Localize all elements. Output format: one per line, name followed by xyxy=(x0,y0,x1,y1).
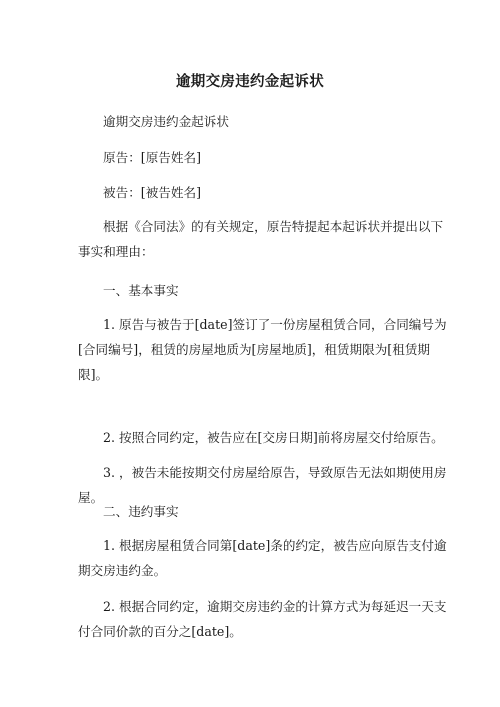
breach-1-paragraph xyxy=(78,533,447,583)
fact-1-line-1: 1. 原告与被告于[date]签订了一份房屋租赁合同，合同编号为 xyxy=(103,317,447,332)
section-1-heading: 一、基本事实 xyxy=(103,283,179,298)
fact-2-paragraph xyxy=(78,425,444,450)
intro-paragraph xyxy=(78,214,444,264)
breach-1-line-1: 1. 根据房屋租赁合同第[date]条的约定，被告应向原告支付逾 xyxy=(103,538,447,553)
breach-2-paragraph xyxy=(78,594,447,644)
intro-line-2: 事实和理由： xyxy=(78,244,154,259)
fact-1-paragraph xyxy=(78,312,447,387)
intro-line-1: 根据《合同法》的有关规定，原告特提起本起诉状并提出以下 xyxy=(103,219,444,234)
breach-1-line-2: 期交房违约金。 xyxy=(78,563,167,578)
breach-2-line-2: 付合同价款的百分之[date]。 xyxy=(78,624,242,639)
fact-3-line-1: 3. ，被告未能按期交付房屋给原告，导致原告无法如期使用房 xyxy=(103,465,447,480)
document-heading-line: 逾期交房违约金起诉状 xyxy=(103,114,229,129)
fact-2-line-1: 2. 按照合同约定，被告应在[交房日期]前将房屋交付给原告。 xyxy=(103,430,444,445)
fact-1-line-3: 限]。 xyxy=(78,367,109,382)
fact-3-line-2: 屋。 xyxy=(78,490,104,505)
section-2-heading: 二、违约事实 xyxy=(103,504,179,519)
plaintiff-line: 原告：[原告姓名] xyxy=(103,150,201,165)
fact-1-line-2: [合同编号]，租赁的房屋地质为[房屋地质]，租赁期限为[租赁期 xyxy=(78,342,431,357)
fact-3-paragraph xyxy=(78,460,447,510)
defendant-line: 被告：[被告姓名] xyxy=(103,185,201,200)
breach-2-line-1: 2. 根据合同约定，逾期交房违约金的计算方式为每延迟一天支 xyxy=(103,599,447,614)
document-title: 逾期交房违约金起诉状 xyxy=(176,74,324,90)
